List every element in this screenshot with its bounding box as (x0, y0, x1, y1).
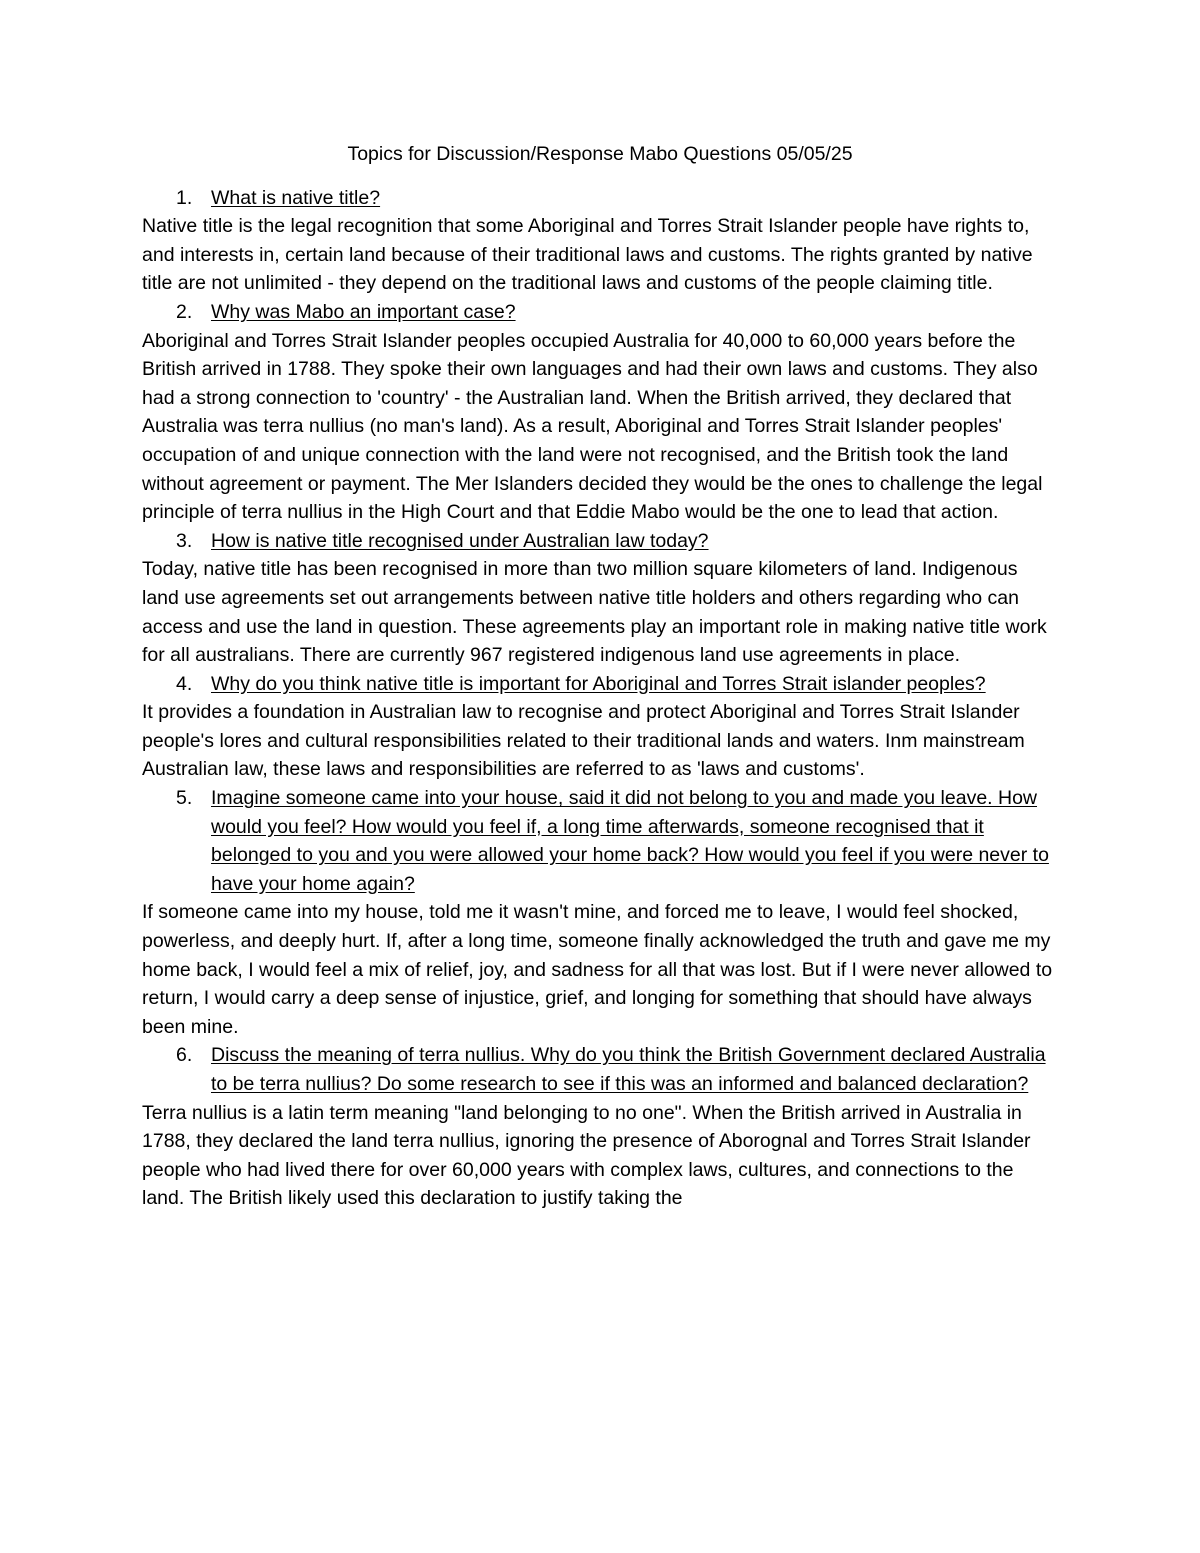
question-item-3 (142, 527, 1058, 670)
answer-paragraph: Terra nullius is a latin term meaning "land belonging to no one". When the British arrived in Australia in 1788, they declared the land terra nullius, ignoring the presence of Aborognal and Torres Strait Islander people who had lived there for over 60,000 years with complex laws, cultures, and connections to the land. The British likely used this declaration to justify taking the (142, 1101, 1031, 1210)
question-heading (142, 784, 1058, 898)
question-heading (142, 184, 1058, 213)
question-text: Discuss the meaning of terra nullius. Why do you think the British Government declared Australia to be terra nullius? Do some research to see if this was an informed and balanced declaration? (211, 1044, 1046, 1095)
question-heading (142, 527, 1058, 556)
question-heading (142, 1041, 1058, 1098)
answer-paragraph: Today, native title has been recognised in more than two million square kilometers of land. Indigenous land use agreements set out arrangements between native title holders and others regarding who can access and use the land in question. These agreements play an important role in making native title work for all australians. There are currently 967 registered indigenous land use agreements in place. (142, 558, 1047, 667)
question-item-4 (142, 670, 1058, 784)
question-item-6 (142, 1041, 1058, 1213)
question-number: 6. (176, 1044, 193, 1067)
question-heading (142, 670, 1058, 699)
answer-paragraph: Native title is the legal recognition that some Aboriginal and Torres Strait Islander people have rights to, and interests in, certain land because of their traditional laws and customs. The rights granted by native title are not unlimited - they depend on the traditional laws and customs of the people claiming title. (142, 215, 1033, 295)
answer-paragraph: Aboriginal and Torres Strait Islander peoples occupied Australia for 40,000 to 60,000 years before the British arrived in 1788. They spoke their own languages and had their own laws and customs. They also had a strong connection to 'country' - the Australian land. When the British arrived, they declared that Australia was terra nullius (no man's land). As a result, Aboriginal and Torres Strait Islander peoples' occupation of and unique connection with the land were not recognised, and the British took the land without agreement or payment. The Mer Islanders decided they would be the ones to challenge the legal principle of terra nullius in the High Court and that Eddie Mabo would be the one to lead that action. (142, 329, 1043, 524)
question-item-5 (142, 784, 1058, 1041)
answer-paragraph: If someone came into my house, told me it wasn't mine, and forced me to leave, I would feel shocked, powerless, and deeply hurt. If, after a long time, someone finally acknowledged the truth and gave me my home back, I would feel a mix of relief, joy, and sadness for all that was lost. But if I were never allowed to return, I would carry a deep sense of injustice, grief, and longing for something that should have always been mine. (142, 901, 1053, 1038)
question-text: What is native title? (211, 186, 381, 209)
question-number: 5. (176, 787, 193, 810)
question-item-2 (142, 298, 1058, 527)
question-number: 2. (176, 300, 193, 323)
question-item-1 (142, 184, 1058, 298)
question-number: 3. (176, 529, 193, 552)
question-list (142, 184, 1058, 1213)
question-text: Imagine someone came into your house, said it did not belong to you and made you leave. How would you feel? How would you feel if, a long time afterwards, someone recognised that it belonged to you and you were allowed your home back? How would you feel if you were never to have your home again? (211, 787, 1049, 895)
document-title: Topics for Discussion/Response Mabo Questions 05/05/25 (347, 143, 853, 165)
question-number: 1. (176, 186, 193, 209)
answer-paragraph: It provides a foundation in Australian law to recognise and protect Aboriginal and Torres Strait Islander people's lores and cultural responsibilities related to their traditional lands and waters. Inm mainstream Australian law, these laws and responsibilities are referred to as 'laws and customs'. (142, 701, 1025, 781)
question-text: How is native title recognised under Australian law today? (211, 529, 709, 552)
question-number: 4. (176, 672, 193, 695)
question-text: Why do you think native title is important for Aboriginal and Torres Strait islander peoples? (211, 672, 986, 695)
question-text: Why was Mabo an important case? (211, 300, 516, 323)
document-body (142, 140, 1058, 1213)
question-heading (142, 298, 1058, 327)
